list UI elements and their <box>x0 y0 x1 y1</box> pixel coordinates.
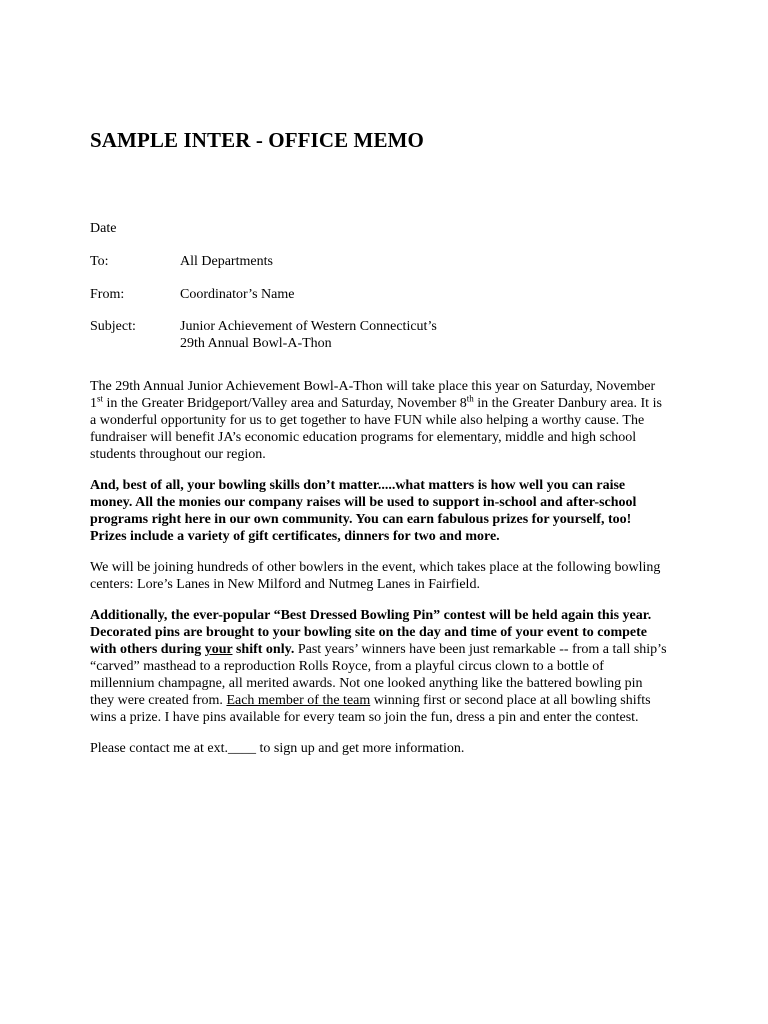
paragraph-contact: Please contact me at ext.____ to sign up and get more information. <box>90 741 465 756</box>
contest-text-2: winning first or second place at all bowling shifts wins a prize. I have pins available for every team so join the fun, dress a pin and enter the contest. <box>90 693 651 725</box>
to-label: To: <box>90 254 109 269</box>
contest-text-1: Past years’ winners have been just remarkable -- from a tall ship’s “carved” masthead to a reproduction Rolls Royce, from a playful circus clown to a bottle of millennium champagne, all merited awards. Not one looked anything like the battered bowling pin they were created from. <box>90 642 667 708</box>
memo-body <box>90 378 670 771</box>
subject-line-2: 29th Annual Bowl-A-Thon <box>180 336 332 351</box>
subject-line-1: Junior Achievement of Western Connecticut’s <box>180 319 437 334</box>
date-label: Date <box>90 221 117 236</box>
contest-bold-text-1: Additionally, the ever-popular “Best Dressed Bowling Pin” contest will be held again this year. Decorated pins are brought to your bowling site on the day and time of your event to compete with others during <box>90 608 652 657</box>
from-label: From: <box>90 287 125 302</box>
subject-label: Subject: <box>90 319 136 334</box>
intro-text-3: in the Greater Danbury area. It is a wonderful opportunity for us to get together to have FUN while also helping a worthy cause. The fundraiser will benefit JA’s economic education programs for elementary, middle and high school students throughout our region. <box>90 396 662 462</box>
contest-underlined: Each member of the team <box>226 693 371 708</box>
to-value: All Departments <box>180 254 273 269</box>
paragraph-locations: We will be joining hundreds of other bowlers in the event, which takes place at the following bowling centers: Lore’s Lanes in New Milford and Nutmeg Lanes in Fairfield. <box>90 560 661 592</box>
from-value: Coordinator’s Name <box>180 287 295 302</box>
paragraph-intro <box>90 378 670 463</box>
ordinal-suffix-2: th <box>466 393 474 404</box>
paragraph-contest <box>90 607 670 726</box>
ordinal-suffix-1: st <box>97 393 104 404</box>
intro-text-1: The 29th Annual Junior Achievement Bowl-A-Thon will take place this year on Saturday, November 1 <box>90 379 656 411</box>
memo-title: SAMPLE INTER - OFFICE MEMO <box>90 128 424 152</box>
contest-bold-text-2: shift only. <box>232 642 295 657</box>
contest-bold-underlined: your <box>204 642 233 657</box>
intro-text-2: in the Greater Bridgeport/Valley area and Saturday, November 8 <box>103 396 467 411</box>
paragraph-fundraising: And, best of all, your bowling skills don’t matter.....what matters is how well you can raise money. All the monies our company raises will be used to support in-school and after-school programs right here in our own community. You can earn fabulous prizes for yourself, too! Prizes include a variety of gift certificates, dinners for two and more. <box>90 478 637 544</box>
